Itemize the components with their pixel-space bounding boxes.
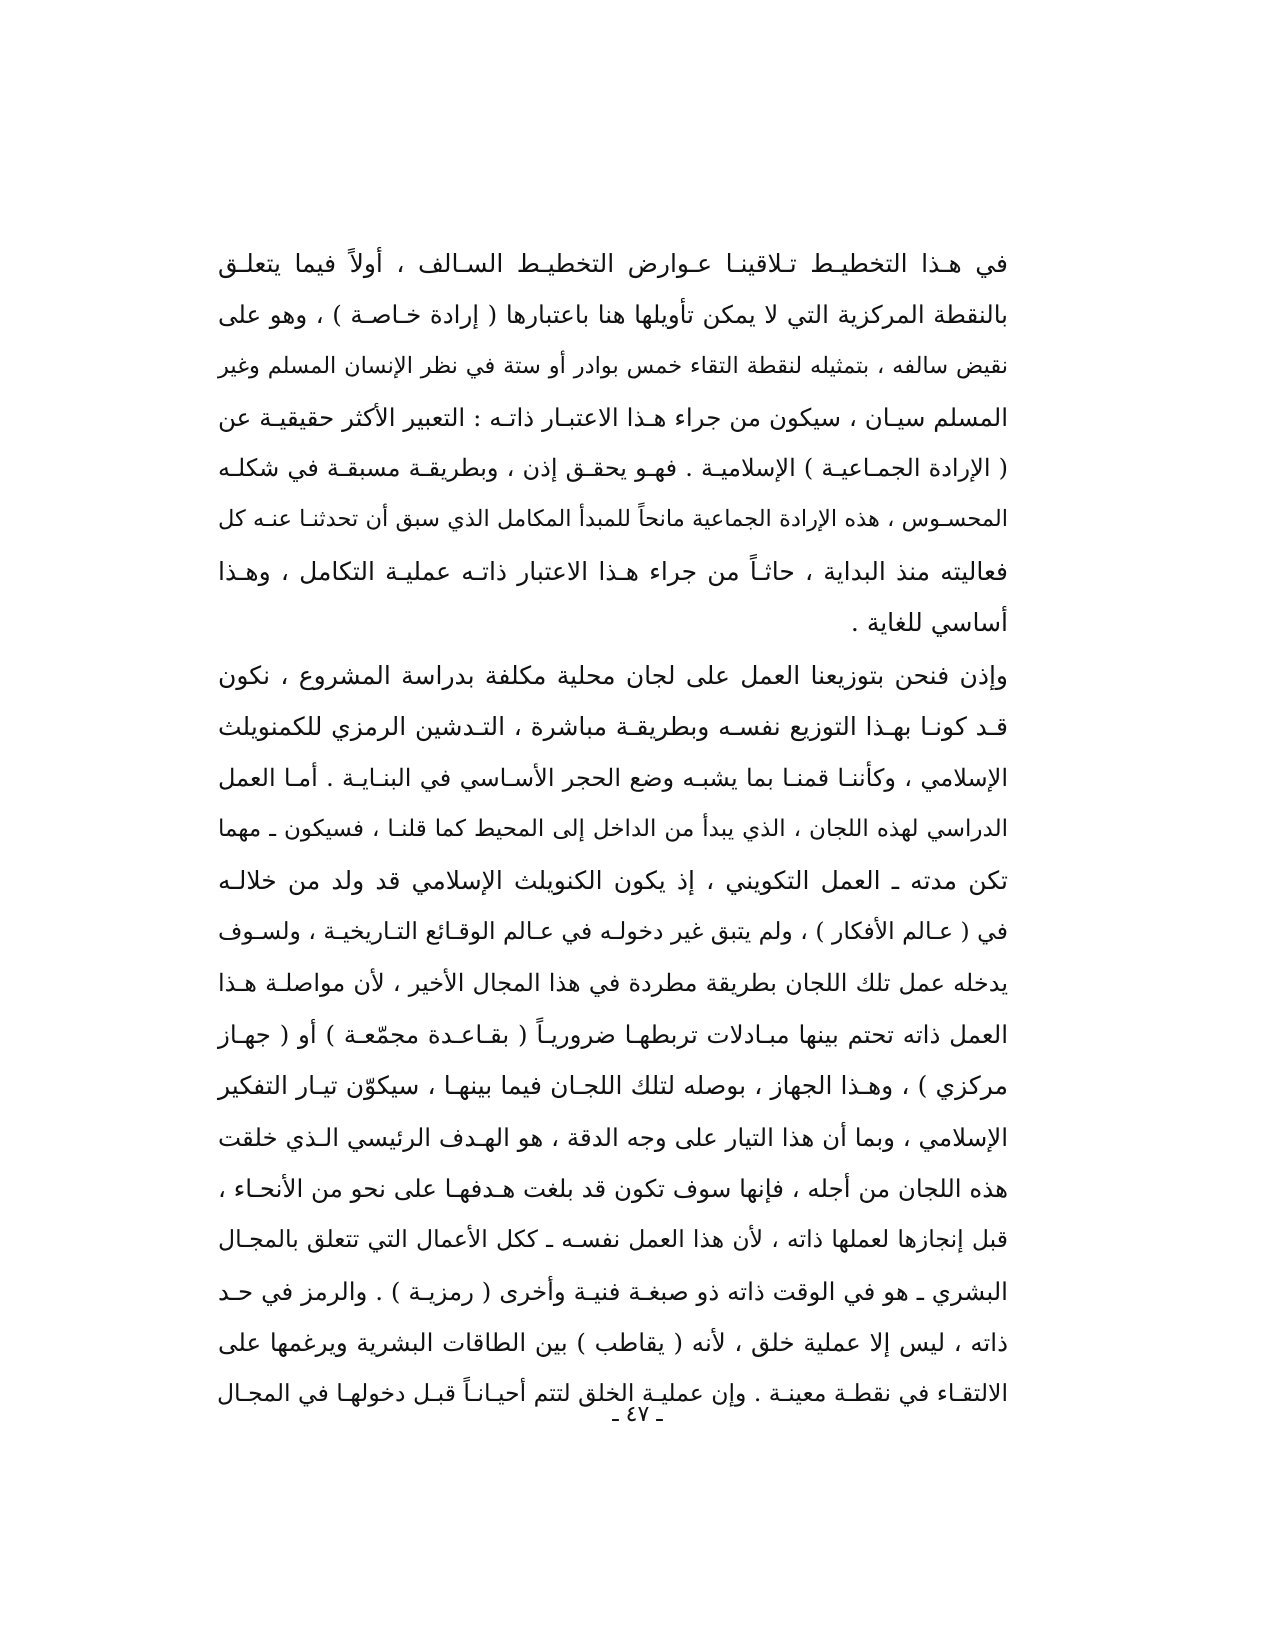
text-line: الدراسي لهذه اللجان ، الذي يبدأ من الداخل إلى المحيط كما قلنـا ، فسيكون ـ مهما bbox=[218, 815, 1008, 842]
text-line: وإذن فنحن بتوزيعنا العمل على لجان محلية مكلفة بدراسة المشروع ، نكون bbox=[218, 661, 1008, 690]
page-number: ـ ٤٧ ـ bbox=[612, 1402, 663, 1427]
text-line: هذه اللجان من أجله ، فإنها سوف تكون قد بلغت هـدفهـا على نحو من الأنحـاء ، bbox=[218, 1173, 1008, 1203]
text-line: تكن مدته ـ العمل التكويني ، إذ يكون الكنويلث الإسلامي قد ولد من خلالـه bbox=[218, 866, 1008, 896]
text-line: ( الإرادة الجمـاعيـة ) الإسلاميـة . فهـو يحقـق إذن ، وبطريقـة مسبقـة في شكلـه bbox=[218, 454, 1008, 483]
text-line: الالتقـاء في نقطـة معينـة . وإن عمليـة الخلق لتتم أحيـانـاً قبـل دخولهـا في المجـال bbox=[216, 1379, 1008, 1408]
text-line: في هـذا التخطيـط تـلاقينـا عـوارض التخطيـط السـالف ، أولاً فيما يتعلـق bbox=[218, 249, 1008, 278]
paragraph-2 bbox=[218, 650, 1008, 1419]
paragraph-1 bbox=[218, 238, 1008, 648]
text-line: الإسلامي ، وكأننـا قمنـا بما يشبـه وضع الحجر الأسـاسي في البنـايـة . أمـا العمل bbox=[218, 763, 1008, 792]
text-line: في ( عـالم الأفكار ) ، ولم يتبق غير دخولـه في عـالم الوقـائع التـاريخيـة ، ولسـوف bbox=[218, 917, 1008, 946]
text-line: المحسـوس ، هذه الإرادة الجماعية مانحاً للمبدأ المكامل الذي سبق أن تحدثنـا عنـه كل bbox=[218, 506, 1008, 533]
text-line: فعاليته منذ البداية ، حاثـاً من جراء هـذا الاعتبار ذاتـه عمليـة التكامل ، وهـذا bbox=[218, 556, 1008, 586]
text-line: المسلم سيـان ، سيكون من جراء هـذا الاعتبـار ذاتـه : التعبير الأكثر حقيقيـة عن bbox=[218, 402, 1008, 432]
text-line: قـد كونـا بهـذا التوزيع نفسـه وبطريقـة مباشرة ، التـدشين الرمزي للكمنويلث bbox=[218, 712, 1008, 742]
text-line: نقيض سالفه ، بتمثيله لنقطة التقاء خمس بوادر أو ستة في نظر الإنسان المسلم وغير bbox=[218, 352, 1008, 379]
text-line: العمل ذاته تحتم بينها مبـادلات تربطهـا ضروريـاً ( بقـاعـدة مجمّعـة ) أو ( جهـاز bbox=[218, 1020, 1008, 1050]
text-line: ذاته ، ليس إلا عملية خلق ، لأنه ( يقاطب ) بين الطاقات البشرية ويرغمها على bbox=[218, 1327, 1008, 1357]
text-line: بالنقطة المركزية التي لا يمكن تأويلها هنا باعتبارها ( إرادة خـاصـة ) ، وهو على bbox=[218, 300, 1008, 330]
text-line: الإسلامي ، وبما أن هذا التيار على وجه الدقة ، هو الهـدف الرئيسي الـذي خلقت bbox=[218, 1122, 1008, 1152]
text-line: قبل إنجازها لعملها ذاته ، لأن هذا العمل نفسـه ـ ككل الأعمال التي تتعلق بالمجـال bbox=[218, 1225, 1008, 1254]
text-line: يدخله عمل تلك اللجان بطريقة مطردة في هذا المجال الأخير ، لأن مواصلـة هـذا bbox=[218, 968, 1008, 997]
text-line: أساسي للغاية . bbox=[850, 608, 1008, 638]
text-line: مركزي ) ، وهـذا الجهاز ، بوصله لتلك اللجـان فيما بينهـا ، سيكوّن تيـار التفكير bbox=[218, 1071, 1008, 1101]
text-line: البشري ـ هو في الوقت ذاته ذو صبغـة فنيـة وأخرى ( رمزيـة ) . والرمز في حـد bbox=[218, 1276, 1008, 1306]
